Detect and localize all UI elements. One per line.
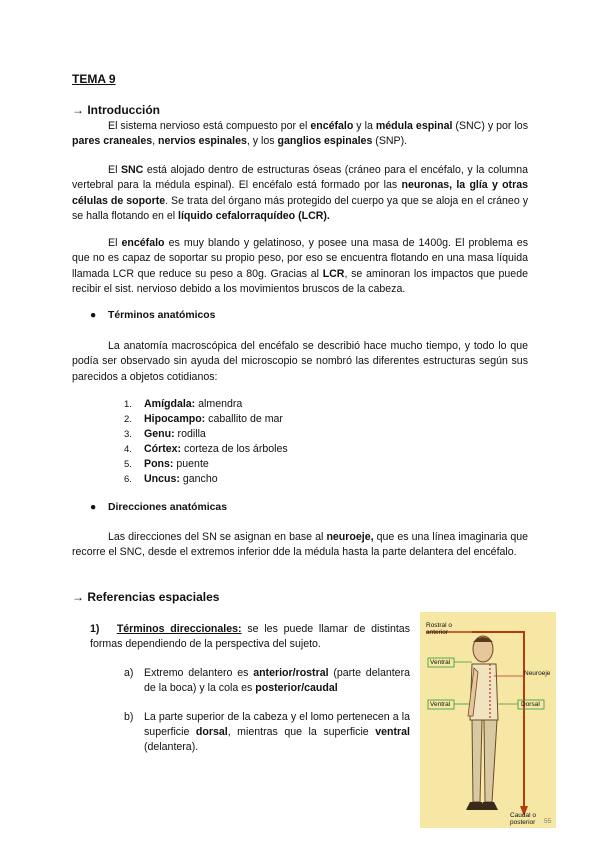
text-run: (SNP). (372, 135, 408, 148)
list-item (124, 397, 288, 412)
intro-paragraph-1 (72, 119, 528, 150)
list-item (124, 442, 288, 457)
list-number: 6. (124, 474, 132, 485)
sub-label: b) (124, 711, 134, 723)
bold-term: posterior/caudal (255, 682, 338, 694)
figure-corner-number: 55 (544, 818, 552, 825)
ventral-top-label: Ventral (430, 659, 451, 666)
ventral-mid-label: Ventral (430, 701, 451, 708)
bold-term: Términos direccionales: (116, 623, 242, 635)
list-number: 5. (124, 459, 132, 470)
direcciones-paragraph (72, 530, 528, 561)
text-run: es muy blando y gelatinoso, y posee una masa de 1400g. El problema es que no es capaz de soportar su propio peso, por eso se encuentra flotando en una masa líquida llamada LCR que reduce su peso a 80g. Gracias al (72, 237, 528, 280)
list-item (124, 457, 288, 472)
bold-term: pares craneales (72, 135, 153, 148)
text-run: , y los (246, 135, 278, 148)
bold-term: anterior/rostral (253, 667, 329, 679)
text-run: (delantera). (144, 741, 199, 753)
list-number: 3. (124, 429, 132, 440)
bold-term: dorsal (195, 726, 228, 738)
definition: corteza de los árboles (181, 443, 288, 455)
figure-drawing (420, 612, 556, 828)
intro-heading: → Introducción (72, 103, 160, 117)
item-number: 1) (90, 623, 100, 635)
heading-text: Términos anatómicos (108, 310, 216, 321)
intro-paragraph-3 (72, 236, 528, 297)
bold-term: neuronas, la glía y otras células de soporte (72, 179, 528, 207)
terminos-paragraph: La anatomía macroscópica del encéfalo se describió hace mucho tiempo, y todo lo que podía ser observado sin ayuda del microscopio se nombró las diferentes estructuras según sus parecidos a objetos cotidianos: (72, 340, 528, 383)
bullet-icon: ● (90, 502, 97, 513)
text-run: (parte delantera de la boca) y la cola es (144, 667, 410, 694)
text-run: Extremo delantero es (144, 667, 254, 679)
bold-term: Genu: (144, 428, 175, 440)
text-run: . Se trata del órgano más protegido del cuerpo ya que se aloja en el cráneo y se halla flotando en el (72, 194, 528, 222)
text-run: se les puede llamar de distintas formas dependiendo de la perspectiva del sujeto. (90, 623, 410, 650)
bold-term: neuroeje, (326, 531, 374, 543)
shoe-left-shape (466, 802, 484, 810)
bold-term: ventral (375, 726, 410, 738)
terms-list (124, 397, 288, 487)
terminos-heading (90, 310, 215, 321)
leg-right-shape (484, 720, 497, 802)
bold-term: ganglios espinales (277, 135, 373, 148)
bold-term: encéfalo (310, 120, 354, 132)
caudal-label: Caudal o posterior (510, 812, 537, 826)
text-run: El sistema nervioso está compuesto por el (108, 120, 311, 132)
definition: puente (173, 458, 209, 470)
bold-term: Córtex: (144, 443, 182, 455)
text-run: que es una línea imaginaria que recorre el SNC, desde el extremos inferior dde la médula hasta la parte delantera del encéfalo. (72, 531, 529, 559)
text-run: El (108, 237, 122, 249)
text-run: está alojado dentro de estructuras óseas (cráneo para el encéfalo, y la columna vertebral para la médula espinal). El encéfalo está formado por las (72, 164, 528, 192)
bold-term: Uncus: (144, 473, 180, 485)
definition: gancho (179, 473, 218, 485)
list-item (124, 412, 288, 427)
text-run: , se aminoran los impactos que puede recibir el sist. nervioso debido a los movimientos bruscos de la cabeza. (72, 267, 528, 295)
text-run: (SNC) y por los (452, 120, 528, 132)
text-run: El (108, 164, 121, 176)
definition: rodilla (174, 428, 206, 440)
neuroaxis-figure (420, 612, 556, 828)
directional-terms-item (90, 622, 410, 652)
dorsal-label: Dorsal (521, 701, 540, 708)
text-run: La parte superior de la cabeza y el lomo pertenecen a la superficie (144, 711, 410, 738)
sub-item-b (124, 710, 410, 755)
heading-text: Direcciones anatómicas (108, 502, 227, 513)
bold-term: médula espinal (375, 120, 453, 132)
bold-term: Amígdala: (144, 398, 196, 410)
text-run: Las direcciones del SN se asignan en base al (108, 531, 327, 543)
bold-term: SNC (120, 164, 144, 176)
definition: almendra (195, 398, 243, 410)
rostral-label: Rostral o anterior (426, 622, 453, 636)
definition: caballito de mar (205, 413, 283, 425)
list-number: 4. (124, 444, 132, 455)
text-run: , mientras que la superficie (227, 726, 376, 738)
direcciones-heading (90, 502, 227, 513)
leg-left-shape (472, 720, 482, 802)
neuroeje-label: Neuroeje (524, 670, 551, 677)
page-title: TEMA 9 (72, 72, 116, 86)
bullet-icon: ● (90, 310, 97, 321)
referencias-heading: → Referencias espaciales (72, 590, 220, 604)
intro-paragraph-2 (72, 163, 528, 224)
shoe-right-shape (481, 802, 498, 810)
sub-item-a (124, 666, 410, 696)
text-run: y la (353, 120, 376, 132)
bold-term: Hipocampo: (144, 413, 206, 425)
text-run: , (152, 135, 158, 148)
sub-label: a) (124, 667, 134, 679)
bold-term: nervios espinales (158, 135, 247, 148)
list-item (124, 427, 288, 442)
hair-shape (473, 637, 493, 642)
list-number: 2. (124, 414, 132, 425)
list-item (124, 472, 288, 487)
list-number: 1. (124, 399, 132, 410)
bold-term: LCR (322, 267, 345, 280)
bold-term: líquido cefalorraquídeo (LCR). (178, 209, 330, 222)
bold-term: encéfalo (121, 237, 165, 249)
bold-term: Pons: (144, 458, 174, 470)
